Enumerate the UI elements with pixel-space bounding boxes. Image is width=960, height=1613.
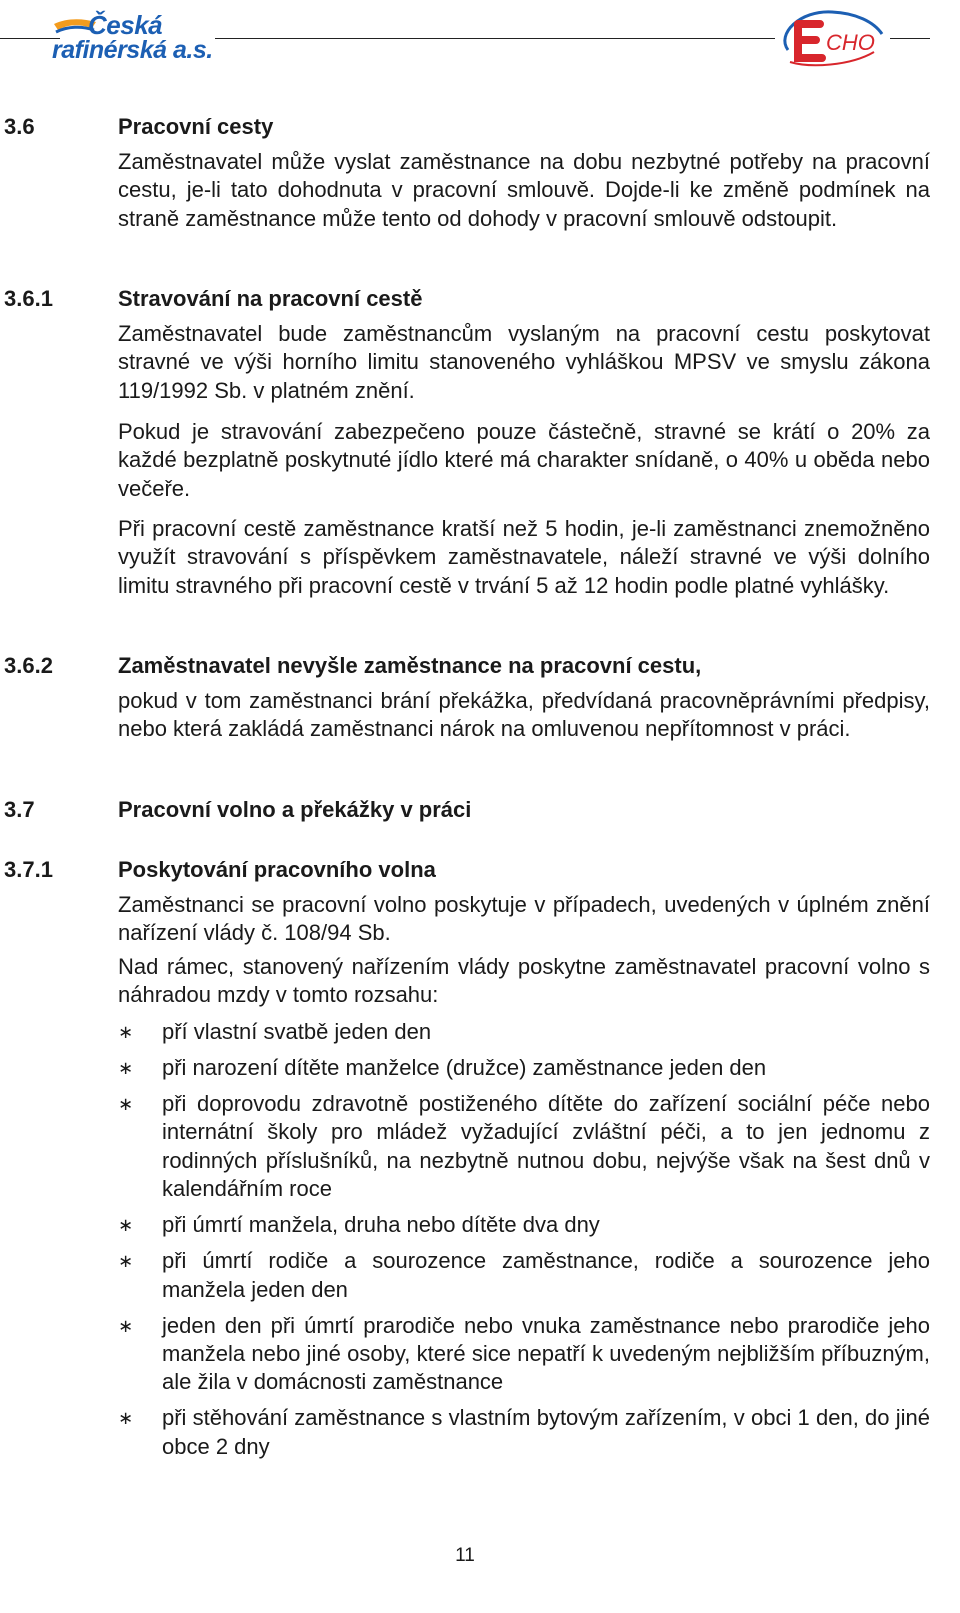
echo-logo-text: CHO xyxy=(826,30,875,55)
paragraph: Nad rámec, stanovený nařízením vlády poskytne zaměstnavatel pracovní volno s náhradou mzdy v tomto rozsahu: xyxy=(118,954,930,1008)
paragraph: Zaměstnavatel bude zaměstnancům vyslaným na pracovní cestu poskytovat stravné ve výši horního limitu stanoveného vyhláškou MPSV ve smyslu zákona 119/1992 Sb. v platném znění. xyxy=(118,321,930,403)
list-item xyxy=(118,1312,930,1397)
list-item xyxy=(118,1018,930,1046)
section-number: 3.7 xyxy=(4,797,35,822)
asterisk-icon: ∗ xyxy=(118,1408,134,1429)
section-title: Poskytování pracovního volna xyxy=(118,857,436,882)
paragraph: Zaměstnanci se pracovní volno poskytuje v případech, uvedených v úplném znění nařízení vlády č. 108/94 Sb. xyxy=(118,892,930,946)
asterisk-icon: ∗ xyxy=(118,1215,134,1236)
list-item-text: při úmrtí manžela, druha nebo dítěte dva dny xyxy=(162,1212,600,1238)
header-rule-right xyxy=(890,38,930,39)
list-item-text: při úmrtí rodiče a sourozence zaměstnance, rodiče a sourozence jeho manžela jeden den xyxy=(162,1248,930,1302)
section-title: Stravování na pracovní cestě xyxy=(118,286,423,311)
asterisk-icon: ∗ xyxy=(118,1022,134,1042)
list-item-text: jeden den při úmrtí prarodiče nebo vnuka zaměstnance nebo prarodiče jeho manžela nebo jiné osoby, které sice nepatří k uvedeným nejbližším příbuzným, ale žila v domácnosti zaměstnance xyxy=(162,1312,930,1395)
list-item-text: při narození dítěte manželce (družce) zaměstnance jeden den xyxy=(162,1055,767,1080)
section-number: 3.6.1 xyxy=(4,286,53,311)
logo-text-line1: Česká xyxy=(88,10,163,40)
echo-logo-graphic xyxy=(770,4,890,70)
header-rule-middle xyxy=(215,38,775,39)
list-item-text: při stěhování zaměstnance s vlastním bytovým zařízením, v obci 1 den, do jiné obce 2 dny xyxy=(162,1405,930,1459)
section-number: 3.6.2 xyxy=(4,653,53,678)
ceska-rafinerska-logo xyxy=(52,10,212,68)
paragraph: Při pracovní cestě zaměstnance kratší než 5 hodin, je-li zaměstnanci znemožněno využít stravování s příspěvkem zaměstnavatele, náleží stravné ve výši dolního limitu stravného při pracovní cestě v trvání 5 až 12 hodin podle platné vyhlášky. xyxy=(118,516,930,598)
paragraph: Zaměstnavatel může vyslat zaměstnance na dobu nezbytné potřeby na pracovní cestu, je-li tato dohodnuta v pracovní smlouvě. Dojde-li ke změně podmínek na straně zaměstnance může tento od dohody v pracovní smlouvě odstoupit. xyxy=(118,149,930,231)
list-item xyxy=(118,1054,930,1082)
paragraph: pokud v tom zaměstnanci brání překážka, předvídaná pracovněprávními předpisy, nebo která zakládá zaměstnanci nárok na omluvenou nepřítomnost v práci. xyxy=(118,688,930,742)
page-number: 11 xyxy=(455,1545,475,1566)
asterisk-icon: ∗ xyxy=(118,1094,134,1114)
section-number: 3.7.1 xyxy=(4,857,53,882)
list-item xyxy=(118,1247,930,1304)
header-rule-left xyxy=(0,38,60,39)
section-title: Pracovní cesty xyxy=(118,114,274,139)
section-title: Zaměstnavatel nevyšle zaměstnance na pracovní cestu, xyxy=(118,653,702,678)
list-item-text: při doprovodu zdravotně postiženého dítěte do zařízení sociální péče nebo internátní školy pro mládež vyžadující zvláštní péči, a to jen jednomu z rodinných příslušníků, na nezbytně nutnou dobu, nejvýše však na šest dnů v kalendářním roce xyxy=(162,1091,930,1202)
echo-logo xyxy=(770,4,890,70)
bullet-list xyxy=(118,1018,930,1469)
asterisk-icon: ∗ xyxy=(118,1058,134,1078)
list-item-text: pří vlastní svatbě jeden den xyxy=(162,1019,432,1044)
paragraph: Pokud je stravování zabezpečeno pouze částečně, stravné se krátí o 20% za každé bezplatně poskytnuté jídlo které má charakter snídaně, o 40% u oběda nebo večeře. xyxy=(118,419,930,501)
list-item xyxy=(118,1090,930,1204)
list-item xyxy=(118,1404,930,1461)
asterisk-icon: ∗ xyxy=(118,1251,134,1272)
list-item xyxy=(118,1211,930,1239)
section-title: Pracovní volno a překážky v práci xyxy=(118,797,472,822)
asterisk-icon: ∗ xyxy=(118,1315,134,1336)
logo-text-line2: rafinérská a.s. xyxy=(52,36,213,64)
section-number: 3.6 xyxy=(4,114,35,139)
